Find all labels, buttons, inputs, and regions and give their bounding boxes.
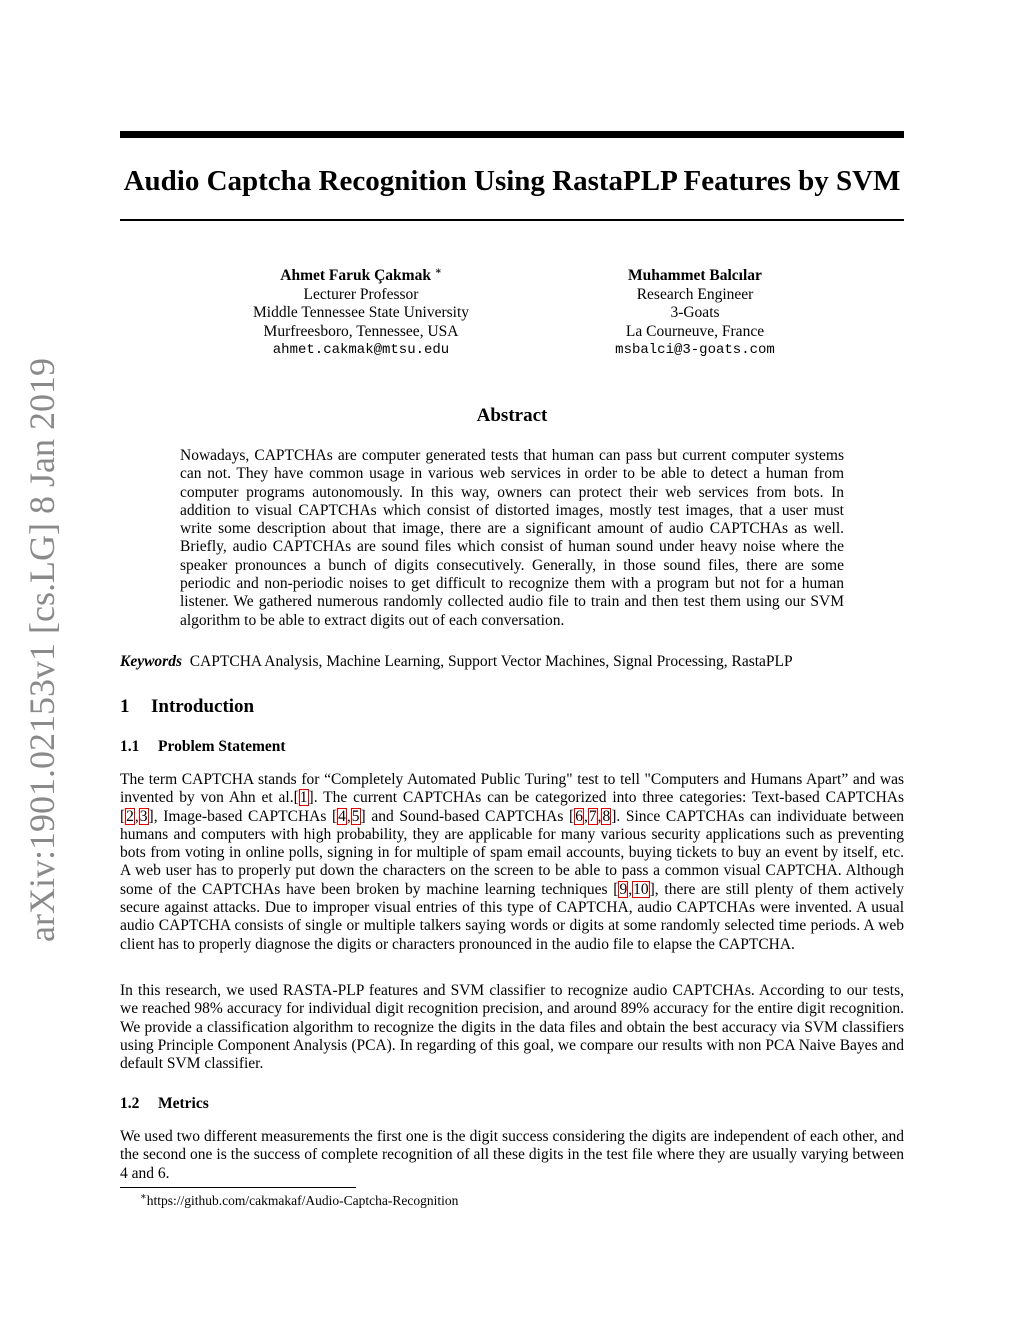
citation-link[interactable]: 8 [602, 807, 611, 825]
author-email[interactable]: msbalci@3-goats.com [615, 342, 775, 358]
author-location: Murfreesboro, Tennessee, USA [263, 322, 459, 340]
citation-link[interactable]: 2 [126, 807, 134, 825]
arxiv-side-stamp [12, 358, 72, 942]
citation-link[interactable]: 3 [139, 807, 148, 825]
section-number: 1 [120, 696, 130, 717]
author-role: Research Engineer [636, 285, 754, 303]
abstract-text: Nowadays, CAPTCHAs are computer generated tests that human can pass but current computer systems can not. They have common usage in various web services in order to be able to detect a human from computer programs autonomously. In this way, owners can protect their web services from bots. In addition to visual CAPTCHAs which consist of distorted images, mostly test images, that a user must write some description about that image, there are a significant amount of audio CAPTCHAs as well. Briefly, audio CAPTCHAs are sound files which consist of human sound under heavy noise where the speaker pronounces a bunch of digits consecutively. Generally, in those sound files, there are some periodic and non-periodic noises to get difficult to recognize them with a program but not for a human listener. We gathered numerous randomly collected audio file to train and then test them using our SVM algorithm to be able to extract digits out of each conversation. [180, 447, 844, 629]
subsection-title: Metrics [158, 1095, 209, 1112]
subsection-number: 1.2 [120, 1095, 140, 1112]
paper-title: Audio Captcha Recognition Using RastaPLP Features by SVM [123, 165, 901, 197]
title-bottom-rule [120, 219, 904, 221]
subsection-heading-problem-statement [120, 738, 286, 756]
citation-link[interactable]: 9 [619, 880, 628, 898]
author-role: Lecturer Professor [303, 285, 419, 303]
author-block-2 [545, 267, 845, 360]
footnote-marker[interactable]: ∗ [434, 265, 442, 277]
subsection-number: 1.1 [120, 738, 140, 755]
keywords [120, 652, 904, 671]
citation-link[interactable]: 6 [575, 807, 583, 825]
keywords-text: CAPTCHA Analysis, Machine Learning, Support Vector Machines, Signal Processing, RastaPLP [189, 653, 793, 670]
citation-link[interactable]: 1 [299, 789, 308, 807]
arxiv-identifier: arXiv:1901.02153v1 [cs.LG] 8 Jan 2019 [22, 358, 62, 942]
footnote-rule [120, 1187, 356, 1188]
section-title: Introduction [151, 696, 255, 717]
citation-link[interactable]: 7 [588, 807, 597, 825]
footnote-url[interactable]: https://github.com/cakmakaf/Audio-Captcha-Recognition [146, 1193, 459, 1208]
citation-link[interactable]: 4 [338, 807, 346, 825]
citation-link[interactable]: 10 [633, 880, 649, 898]
subsection-title: Problem Statement [158, 738, 286, 755]
section-heading-introduction [120, 696, 254, 718]
citation-link[interactable]: 5 [351, 807, 360, 825]
paragraph-problem-statement: The term CAPTCHA stands for “Completely Automated Public Turing" test to tell "Computers and Humans Apart” and was invented by von Ahn et al.[1]. The current CAPTCHAs can be categorized into three categories: Text-based CAPTCHAs [2,3], Image-based CAPTCHAs [4,5] and Sound-based CAPTCHAs [6,7,8]. Since CAPTCHAs can individuate between humans and computers with high probability, they are applicable for many various security applications such as preventing bots from voting in online polls, signing in for multiple of spam email accounts, buying tickets to buy an event by itself, etc. A web user has to properly put down the characters on the screen to be able to pass a common visual CAPTCHA. Although some of the CAPTCHAs have been broken by machine learning techniques [9,10], there are still plenty of them actively secure against attacks. Due to improper visual entries of this type of CAPTCHA, audio CAPTCHAs were invented. A usual audio CAPTCHA consists of single or multiple talkers saying words or digits at some randomly selected time periods. A web client has to properly diagnose the digits or characters pronounced in the audio file to elapse the CAPTCHA. [120, 771, 905, 953]
author-affiliation: Middle Tennessee State University [252, 304, 470, 321]
subsection-heading-metrics [120, 1095, 209, 1113]
keywords-label: Keywords [120, 653, 182, 670]
author-location: La Courneuve, France [625, 322, 765, 340]
footnote-marker: ∗ [140, 1191, 147, 1203]
author-block-1 [211, 267, 511, 360]
author-email[interactable]: ahmet.cakmak@mtsu.edu [272, 342, 450, 358]
paragraph-metrics: We used two different measurements the first one is the digit success considering the digits are independent of each other, and the second one is the success of complete recognition of all these digits in the test file where they are usually varying between 4 and 6. [120, 1128, 904, 1182]
paragraph-research-summary: In this research, we used RASTA-PLP features and SVM classifier to recognize audio CAPTCHAs. According to our tests, we reached 98% accuracy for individual digit recognition precision, and around 89% accuracy for the entire digit recognition. We provide a classification algorithm to recognize the digits in the data files and obtain the best accuracy via SVM classifiers using Principle Component Analysis (PCA). In regarding of this goal, we compare our results with non PCA Naive Bayes and default SVM classifier. [120, 982, 904, 1073]
abstract-heading: Abstract [476, 405, 548, 426]
title-top-rule [120, 131, 904, 138]
author-name: Ahmet Faruk Çakmak ∗ [280, 265, 442, 284]
footnote [140, 1192, 458, 1209]
author-name: Muhammet Balcılar [628, 267, 762, 284]
author-affiliation: 3-Goats [670, 304, 720, 321]
